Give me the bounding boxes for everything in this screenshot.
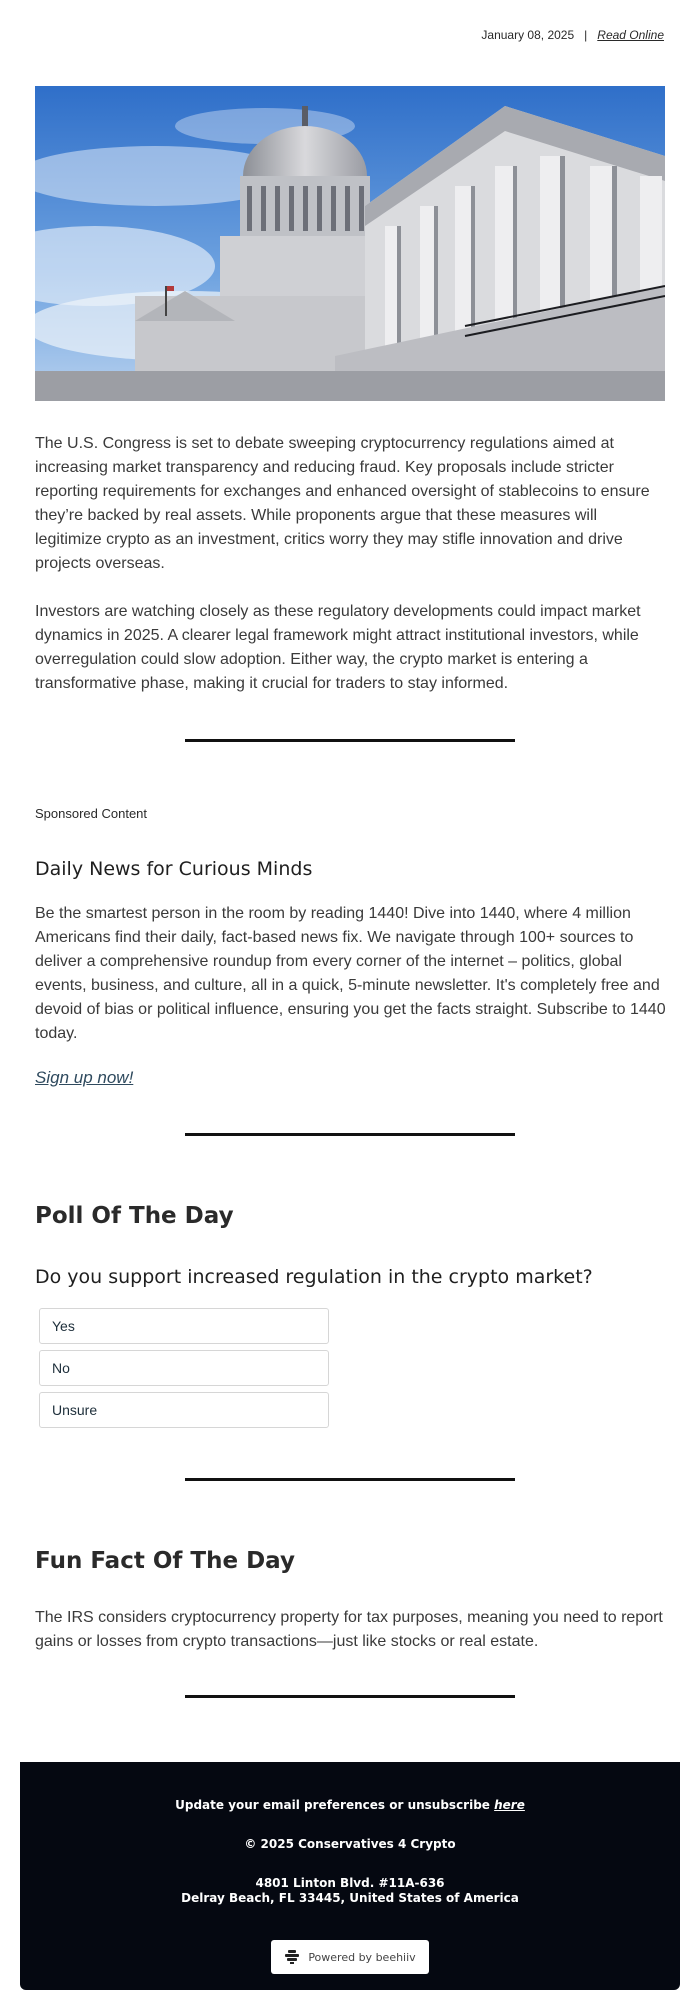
sponsored-body: Be the smartest person in the room by reading 1440! Dive into 1440, where 4 million Americans find their daily, fact-based news fix. We navigate through 100+ sources to deliver a comprehensive roundup from every corner of the internet – politics, global events, business, and culture, all in a quick, 5-minute newsletter. It's completely free and devoid of bias or political influence, ensuring you get the facts straight. Subscribe to 1440 today. [35,905,666,1042]
footer [20,1762,680,1990]
section-divider [185,739,515,742]
section-divider [185,1478,515,1481]
issue-date: January 08, 2025 [481,28,575,42]
section-divider [185,1133,515,1136]
article-paragraph: Investors are watching closely as these regulatory developments could impact market dynamics in 2025. A clearer legal framework might attract institutional investors, while overregulation could slow adoption. Either way, the crypto market is entering a transformative phase, making it crucial for traders to stay informed. [35,603,641,692]
poll-option-unsure[interactable]: Unsure [39,1392,329,1428]
poll-heading: Poll Of The Day [35,1203,234,1229]
unsubscribe-link[interactable]: here [494,1798,525,1812]
capitol-illustration [35,86,665,401]
header-separator: | [584,28,588,42]
email-preferences-text: Update your email preferences or unsubscribe [175,1798,495,1812]
poll-question: Do you support increased regulation in the crypto market? [35,1266,593,1288]
poll-option-no[interactable]: No [39,1350,329,1386]
sponsored-label: Sponsored Content [35,806,148,821]
sign-up-link[interactable]: Sign up now! [35,1068,134,1087]
powered-by-text: Powered by beehiiv [308,1950,416,1964]
hero-image-capitol [35,86,665,401]
sponsored-title: Daily News for Curious Minds [35,858,313,880]
address-line-2: Delray Beach, FL 33445, United States of America [181,1891,519,1905]
email-preferences-line [20,1798,680,1812]
powered-by-beehiiv-badge[interactable] [271,1940,429,1974]
article-paragraph: The U.S. Congress is set to debate sweeping cryptocurrency regulations aimed at increasing market transparency and reducing fraud. Key proposals include stricter reporting requirements for exchanges and enhanced oversight of stablecoins to ensure they’re backed by real assets. While proponents argue that these measures will legitimize crypto as an investment, critics worry they may stifle innovation and drive projects overseas. [35,435,650,572]
poll-option-yes[interactable]: Yes [39,1308,329,1344]
beehiiv-logo-icon [284,1950,300,1964]
header-bar [481,28,664,42]
copyright: © 2025 Conservatives 4 Crypto [244,1837,456,1851]
address-line-1: 4801 Linton Blvd. #11A-636 [255,1876,445,1890]
section-divider [185,1695,515,1698]
fun-fact-heading: Fun Fact Of The Day [35,1548,295,1574]
read-online-link[interactable]: Read Online [597,28,664,42]
fun-fact-body: The IRS considers cryptocurrency property for tax purposes, meaning you need to report gains or losses from crypto transactions—just like stocks or real estate. [35,1609,663,1650]
